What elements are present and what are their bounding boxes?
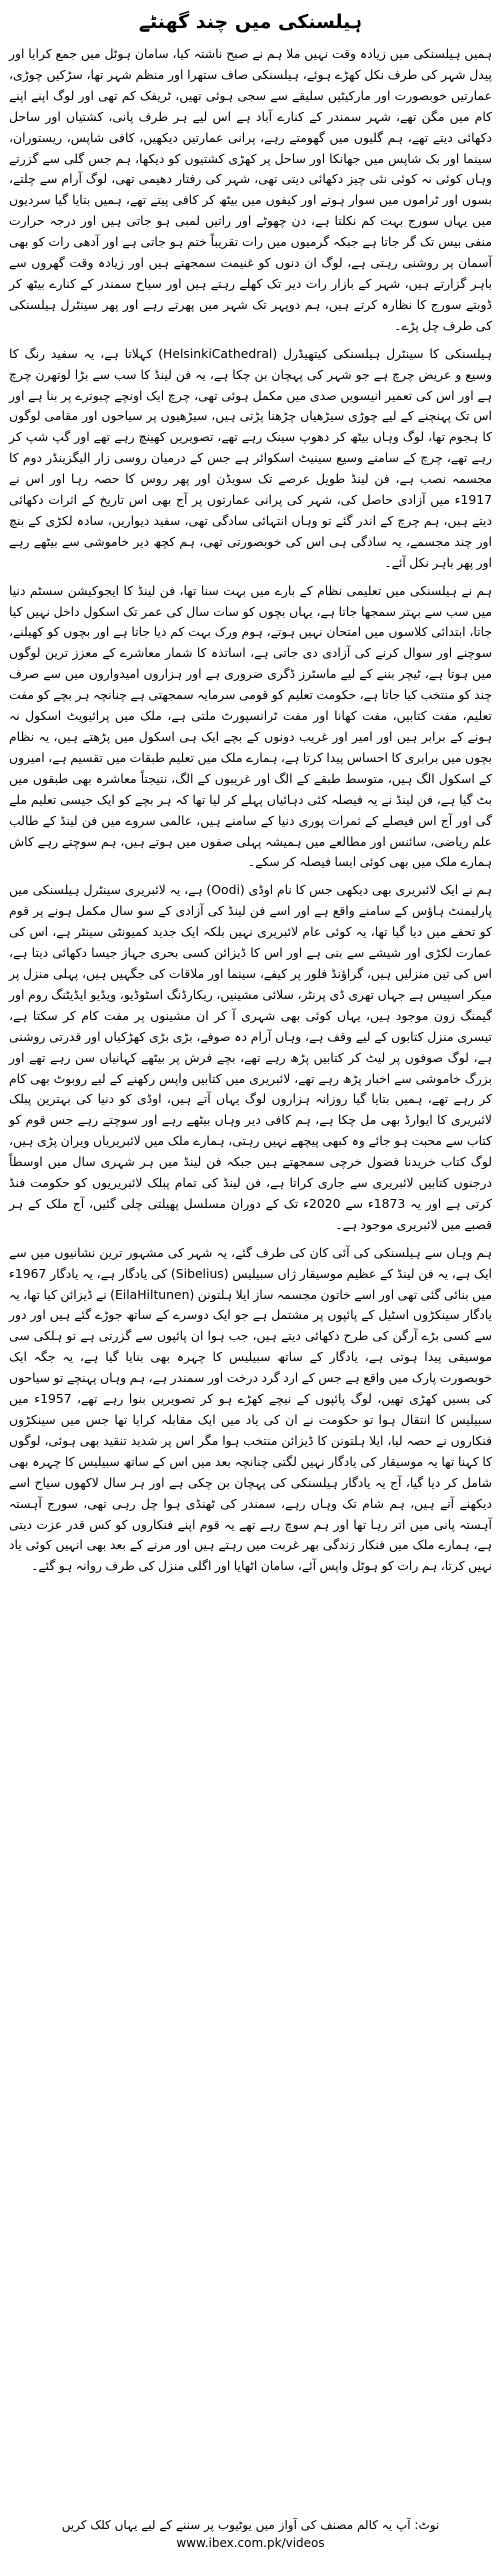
article-paragraph: ہیلسنکی کا سینٹرل ہیلسنکی کیتھیڈرل (HelsinkiCathedral) کہلاتا ہے، یہ سفید رنگ کا وسیع و عریض چرچ ہے جو شہر کی پہچان بن چکا ہے، یہ فن لینڈ کا سب سے بڑا لوتھرن چرچ ہے اور اس کی تعمیر انیسویں صدی میں مکمل ہوئی تھی، چرچ ایک اونچے چبوترے پر بنا ہے اور اس تک پہنچنے کے لیے چوڑی سیڑھیاں چڑھنا پڑتی ہیں، سیڑھیوں پر سیاحوں اور مقامی لوگوں کا ہجوم تھا، لوگ وہاں بیٹھ کر دھوپ سینک رہے تھے، تصویریں کھینچ رہے تھے اور گپ شپ کر رہے تھے، چرچ کے سامنے وسیع سینیٹ اسکوائر ہے جس کے درمیان روسی زار الیگزینڈر دوم کا مجسمہ نصب ہے، فن لینڈ طویل عرصے تک سویڈن اور پھر روس کا حصہ رہا اور اس نے 1917ء میں آزادی حاصل کی، شہر کی پرانی عمارتوں پر آج بھی اس تاریخ کے اثرات دکھائی دیتے ہیں، ہم چرچ کے اندر گئے تو وہاں انتہائی سادگی تھی، سفید دیواریں، سادہ لکڑی کے بنچ اور چند مجسمے، یہ سادگی ہی اس کی خوبصورتی تھی، ہم کچھ دیر خاموشی سے بیٹھے رہے اور پھر باہر نکل آئے۔ [9, 345, 492, 570]
article-paragraph: ہم وہاں سے ہیلسنکی کی آئی کان کی طرف گئے، یہ شہر کی مشہور ترین نشانیوں میں سے ایک ہے، یہ فن لینڈ کے عظیم موسیقار ژاں سبیلیس (Sibelius) کی یادگار ہے، یہ یادگار 1967ء میں بنائی گئی تھی اور اسے خاتون مجسمہ ساز ایلا ہلتونن (EilaHiltunen) نے ڈیزائن کیا تھا، یہ یادگار سینکڑوں اسٹیل کے پائپوں پر مشتمل ہے جو ایک دوسرے کے ساتھ جوڑے گئے ہیں اور دور سے کسی بڑے آرگن کی طرح دکھائی دیتے ہیں، جب ہوا ان پائپوں سے گزرتی ہے تو ہلکی سی موسیقی پیدا ہوتی ہے، یادگار کے ساتھ سبیلیس کا چہرہ بھی بنایا گیا ہے، یہ جگہ ایک خوبصورت پارک میں واقع ہے جس کے ارد گرد درخت اور سمندر ہے، ہم وہاں پہنچے تو سیاحوں کی بسیں کھڑی تھیں، لوگ پائپوں کے نیچے کھڑے ہو کر تصویریں بنوا رہے تھے، 1957ء میں سبیلیس کا انتقال ہوا تو حکومت نے ان کی یاد میں ایک مقابلہ کرایا تھا جس میں سینکڑوں فنکاروں نے حصہ لیا، ایلا ہلتونن کا ڈیزائن منتخب ہوا مگر اس پر شدید تنقید بھی ہوئی، لوگوں کا کہنا تھا یہ موسیقار کی یادگار نہیں لگتی چنانچہ بعد میں اس کے ساتھ سبیلیس کا چہرہ بھی شامل کر دیا گیا، آج یہ یادگار ہیلسنکی کی پہچان بن چکی ہے اور ہر سال لاکھوں سیاح اسے دیکھنے آتے ہیں، ہم شام تک وہاں رہے، سمندر کی ٹھنڈی ہوا چل رہی تھی، سورج آہستہ آہستہ پانی میں اتر رہا تھا اور ہم سوچ رہے تھے یہ قوم اپنے فنکاروں کو کس قدر عزت دیتی ہے، ہمارے ملک میں فنکار زندگی بھر غربت میں رہتے ہیں اور مرنے کے بعد بھی انہیں کوئی یاد نہیں کرتا، ہم رات کو ہوٹل واپس آئے، سامان اٹھایا اور اگلی منزل کی طرف روانہ ہو گئے۔ [9, 1244, 492, 1574]
article-paragraph: ہم نے ہیلسنکی میں تعلیمی نظام کے بارے میں بہت سنا تھا، فن لینڈ کا ایجوکیشن سسٹم دنیا میں سب سے بہتر سمجھا جاتا ہے، یہاں بچوں کو سات سال کی عمر تک اسکول داخل نہیں کیا جاتا، ابتدائی کلاسوں میں امتحان نہیں ہوتے، ہوم ورک بہت کم دیا جاتا ہے اور بچوں کو کھیلنے، سوچنے اور سوال کرنے کی آزادی دی جاتی ہے، اساتذہ کا شمار معاشرے کے معزز ترین لوگوں میں ہوتا ہے، ٹیچر بننے کے لیے ماسٹرز ڈگری ضروری ہے اور ہزاروں امیدواروں میں سے صرف چند کو منتخب کیا جاتا ہے، حکومت تعلیم کو قومی سرمایہ سمجھتی ہے چنانچہ ہر بچے کو مفت تعلیم، مفت کتابیں، مفت کھانا اور مفت ٹرانسپورٹ ملتی ہے، ملک میں پرائیویٹ اسکول نہ ہونے کے برابر ہیں اور امیر اور غریب دونوں کے بچے ایک ہی اسکول میں پڑھتے ہیں، یہ نظام بچوں میں برابری کا احساس پیدا کرتا ہے، ہمارے ملک میں تعلیم طبقات میں تقسیم ہے، امیروں کے اسکول الگ ہیں، متوسط طبقے کے الگ اور غریبوں کے الگ، نتیجتاً معاشرہ بھی طبقوں میں بٹ گیا ہے، فن لینڈ نے یہ فیصلہ کئی دہائیاں پہلے کر لیا تھا کہ ہر بچے کو ایک جیسی تعلیم ملے گی اور آج اس فیصلے کے ثمرات پوری دنیا کے سامنے ہیں، عالمی سروے میں فن لینڈ کے طالب علم ریاضی، سائنس اور مطالعے میں ہمیشہ پہلی صفوں میں ہوتے ہیں، ہم سوچتے رہے کاش ہمارے ملک میں بھی کوئی ایسا فیصلہ کر سکے۔ [9, 582, 492, 870]
article-title: ہیلسنکی میں چند گھنٹے [138, 11, 363, 33]
article-paragraph: ہم نے ایک لائبریری بھی دیکھی جس کا نام اوڈی (Oodi) ہے، یہ لائبریری سینٹرل ہیلسنکی میں پارلیمنٹ ہاؤس کے سامنے واقع ہے اور اسے فن لینڈ کی آزادی کے سو سال مکمل ہونے پر قوم کو تحفے میں دیا گیا تھا، یہ کوئی عام لائبریری نہیں بلکہ ایک جدید کمیونٹی سینٹر ہے، اس کی عمارت لکڑی اور شیشے سے بنی ہے اور اس کا ڈیزائن کسی بحری جہاز جیسا دکھائی دیتا ہے، اس کی تین منزلیں ہیں، گراؤنڈ فلور پر کیفے، سینما اور ملاقات کی جگہیں ہیں، پہلی منزل پر میکر اسپیس ہے جہاں تھری ڈی پرنٹر، سلائی مشینیں، ریکارڈنگ اسٹوڈیو، ویڈیو ایڈیٹنگ روم اور گیمنگ زون موجود ہیں، یہاں کوئی بھی شہری آ کر ان مشینوں پر مفت کام کر سکتا ہے، تیسری منزل کتابوں کے لیے وقف ہے، وہاں آرام دہ صوفے، بڑی بڑی کھڑکیاں اور قدرتی روشنی ہے، لوگ صوفوں پر لیٹ کر کتابیں پڑھ رہے تھے، بچے فرش پر بیٹھے کہانیاں سن رہے تھے اور بزرگ خاموشی سے اخبار پڑھ رہے تھے، لائبریری میں کتابیں واپس رکھنے کے لیے روبوٹ بھی کام کر رہے تھے، ہمیں بتایا گیا روزانہ ہزاروں لوگ یہاں آتے ہیں، اوڈی کو دنیا کی بہترین پبلک لائبریری کا ایوارڈ بھی مل چکا ہے، ہم کافی دیر وہاں بیٹھے رہے اور سوچتے رہے جس قوم کو کتاب سے محبت ہو جائے وہ کبھی پیچھے نہیں رہتی، ہمارے ملک میں لائبریریاں ویران پڑی ہیں، لوگ کتاب خریدنا فضول خرچی سمجھتے ہیں جبکہ فن لینڈ میں ہر شہری سال میں اوسطاً درجنوں کتابیں لائبریری سے جاری کراتا ہے، فن لینڈ کی تمام پبلک لائبریریوں کو حکومت فنڈ کرتی ہے اور یہ 1873ء سے 2020ء تک کے دوران مسلسل پھیلتی چلی گئیں، آج ملک کے ہر قصبے میں لائبریری موجود ہے۔ [9, 882, 493, 1232]
footer-note [9, 2516, 492, 2552]
video-link[interactable]: www.ibex.com.pk/videos [176, 2536, 325, 2550]
footer-note-text: نوٹ: آپ یہ کالم مصنف کی آواز میں یوٹیوب پر سننے کے لیے یہاں کلک کریں [61, 2518, 440, 2532]
article-paragraph: ہمیں ہیلسنکی میں زیادہ وقت نہیں ملا ہم نے صبح ناشتہ کیا، سامان ہوٹل میں جمع کرایا اور پیدل شہر کی طرف نکل کھڑے ہوئے، ہیلسنکی صاف ستھرا اور منظم شہر تھا، سڑکیں چوڑی، عمارتیں خوبصورت اور مارکیٹیں سلیقے سے سجی ہوئی تھیں، ٹریفک کم تھی اور لوگ اپنے اپنے کام میں مگن تھے، شہر سمندر کے کنارے آباد ہے اس لیے ہر طرف پانی، کشتیاں اور ساحل دکھائی دیتے تھے، ہم گلیوں میں گھومتے رہے، پرانی عمارتیں دیکھیں، کافی شاپس، ریستوران، سینما اور بک شاپس میں جھانکا اور ساحل پر کھڑی کشتیوں کو دیکھا، ہم جس گلی سے گزرتے وہاں کوئی نہ کوئی نئی چیز دکھائی دیتی تھی، شہر کی رفتار دھیمی تھی، لوگ آرام سے چلتے، بسوں اور ٹراموں میں سوار ہوتے اور کیفوں میں بیٹھ کر کافی پیتے تھے، ہمیں بتایا گیا سردیوں میں یہاں سورج بہت کم نکلتا ہے، دن چھوٹے اور راتیں لمبی ہو جاتی ہیں اور درجہ حرارت منفی بیس تک گر جاتا ہے جبکہ گرمیوں میں رات تقریباً ختم ہو جاتی ہے اور آدھی رات کو بھی آسمان پر روشنی رہتی ہے، لوگ ان دنوں کو غنیمت سمجھتے ہیں اور زیادہ وقت گھروں سے باہر گزارتے ہیں، شہر کے بازار رات دیر تک کھلے رہتے ہیں اور سیاح سمندر کے کنارے بیٹھ کر ڈوبتے سورج کا نظارہ کرتے ہیں، ہم دوپہر تک شہر میں پھرتے رہے اور پھر سینٹرل ہیلسنکی کی طرف چل پڑے۔ [9, 46, 492, 333]
